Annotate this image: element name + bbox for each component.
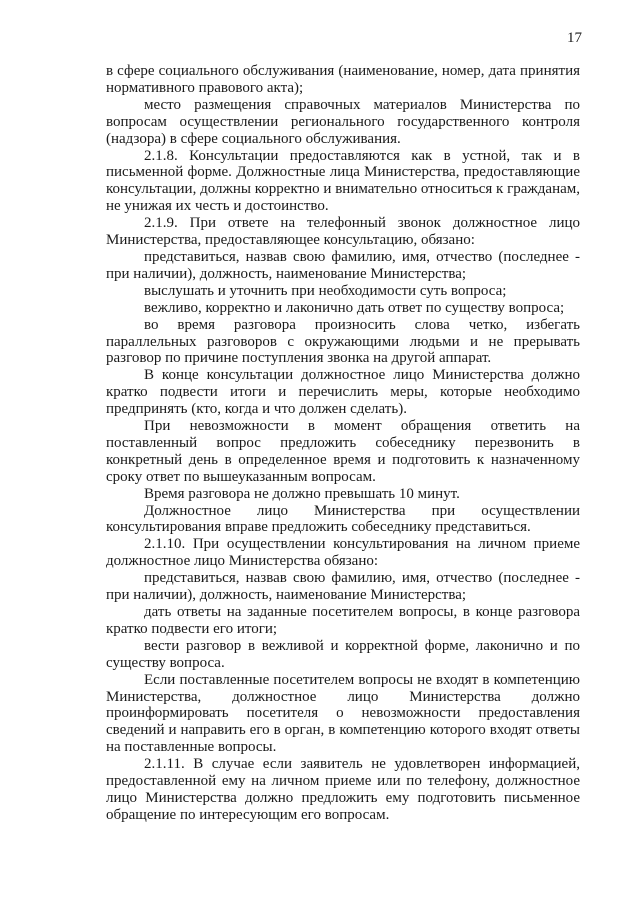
page-number: 17: [567, 30, 582, 46]
paragraph: дать ответы на заданные посетителем вопросы, в конце разговора кратко подвести его итоги;: [106, 604, 580, 637]
document-body: [106, 63, 580, 824]
paragraph: место размещения справочных материалов Министерства по вопросам осуществлении регионального государственного контроля (надзора) в сфере социального обслуживания.: [106, 96, 580, 147]
paragraph: во время разговора произносить слова четко, избегать параллельных разговоров с окружающими людьми и не прерывать разговор по причине поступления звонка на другой аппарат.: [106, 316, 580, 367]
paragraph: выслушать и уточнить при необходимости суть вопроса;: [144, 282, 507, 299]
paragraph: представиться, назвав свою фамилию, имя, отчество (последнее - при наличии), должность, наименование Министерства;: [106, 570, 580, 604]
paragraph: Время разговора не должно превышать 10 минут.: [144, 485, 460, 502]
paragraph: вежливо, корректно и лаконично дать ответ по существу вопроса;: [144, 299, 565, 316]
paragraph: В конце консультации должностное лицо Министерства должно кратко подвести итоги и перечислить меры, которые необходимо предпринять (кто, когда и что должен сделать).: [106, 367, 580, 418]
paragraph: представиться, назвав свою фамилию, имя, отчество (последнее - при наличии), должность, наименование Министерства;: [106, 248, 580, 282]
paragraph: вести разговор в вежливой и корректной форме, лаконично и по существу вопроса.: [106, 637, 580, 671]
paragraph: 2.1.11. В случае если заявитель не удовлетворен информацией, предоставленной ему на личном приеме или по телефону, должностное лицо Министерства должно предложить ему подготовить письменное обращение по интересующим его вопросам.: [106, 756, 580, 823]
paragraph: 2.1.8. Консультации предоставляются как в устной, так и в письменной форме. Должностные лица Министерства, предоставляющие консультации, должны корректно и внимательно относиться к гражданам, не унижая их честь и достоинство.: [106, 147, 580, 215]
paragraph: в сфере социального обслуживания (наименование, номер, дата принятия нормативного правового акта);: [106, 63, 580, 96]
paragraph: 2.1.9. При ответе на телефонный звонок должностное лицо Министерства, предоставляющее консультацию, обязано:: [106, 215, 580, 249]
paragraph: Должностное лицо Министерства при осуществлении консультирования вправе предложить собеседнику представиться.: [106, 502, 580, 536]
paragraph: Если поставленные посетителем вопросы не входят в компетенцию Министерства, должностное лицо Министерства должно проинформировать посетителя о невозможности предоставления сведений и направить его в орган, в компетенцию которого входят ответы на поставленные вопросы.: [106, 671, 580, 756]
paragraph: При невозможности в момент обращения ответить на поставленный вопрос предложить собеседнику перезвонить в конкретный день в определенное время и подготовить к назначенному сроку ответ по вышеуказанным вопросам.: [106, 418, 580, 485]
paragraph: 2.1.10. При осуществлении консультирования на личном приеме должностное лицо Министерства обязано:: [106, 536, 580, 570]
